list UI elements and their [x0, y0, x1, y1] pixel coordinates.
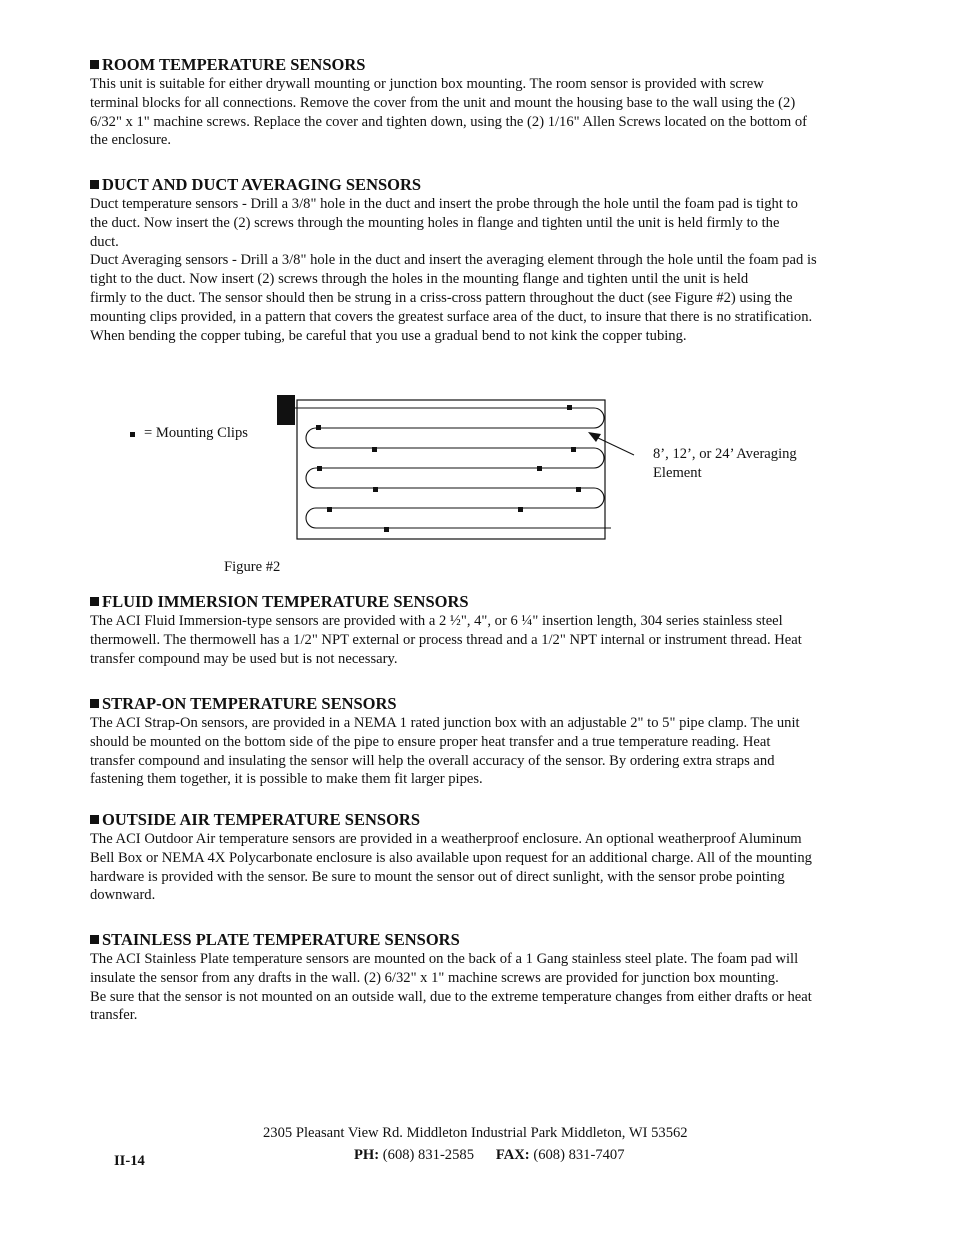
mounting-clip: [373, 487, 378, 492]
body-line: fastening them together, it is possible to make them fit larger pipes.: [90, 771, 483, 788]
mounting-clip: [518, 507, 523, 512]
mounting-clip: [316, 425, 321, 430]
body-line: transfer compound and insulating the sensor will help the overall accuracy of the sensor. By ordering extra straps and: [90, 752, 775, 769]
section-heading: STRAP-ON TEMPERATURE SENSORS: [90, 694, 870, 714]
body-line: Duct temperature sensors - Drill a 3/8" hole in the duct and insert the probe through the hole until the foam pad is tight to: [90, 196, 798, 212]
footer-address: 2305 Pleasant View Rd. Middleton Industrial Park Middleton, WI 53562: [263, 1125, 688, 1141]
body-line: mounting clips provided, in a pattern that covers the greatest surface area of the duct, to insure that there is no stratification.: [90, 308, 813, 325]
section-body: [90, 195, 870, 345]
body-line: Be sure that the sensor is not mounted on an outside wall, due to the extreme temperature changes from either drafts or heat: [90, 988, 812, 1005]
body-line: should be mounted on the bottom side of the pipe to ensure proper heat transfer and a true temperature reading. Heat: [90, 733, 771, 750]
bullet-square-icon: [90, 815, 99, 824]
section-duct-averaging-sensors: [90, 175, 870, 345]
mounting-clip: [576, 487, 581, 492]
section-heading: OUTSIDE AIR TEMPERATURE SENSORS: [90, 810, 870, 830]
sensor-housing: [277, 395, 295, 425]
body-line: transfer.: [90, 1007, 138, 1024]
legend-clip-icon: [130, 432, 135, 437]
body-line: The ACI Strap-On sensors, are provided in a NEMA 1 rated junction box with an adjustable 2" to 5" pipe clamp. The unit: [90, 715, 800, 731]
body-line: the duct. Now insert the (2) screws through the mounting holes in flange and tighten until the unit is held firmly to the: [90, 214, 780, 231]
body-line: The ACI Fluid Immersion-type sensors are provided with a 2 ½", 4", or 6 ¼" insertion length, 304 series stainless steel: [90, 613, 783, 629]
body-line: Duct Averaging sensors - Drill a 3/8" hole in the duct and insert the averaging element through the hole until the foam pad is: [90, 252, 817, 269]
fax-number: (608) 831-7407: [533, 1147, 625, 1163]
section-heading: STAINLESS PLATE TEMPERATURE SENSORS: [90, 930, 870, 950]
mounting-clip: [384, 527, 389, 532]
figure-caption: Figure #2: [224, 559, 281, 575]
body-line: tight to the duct. Now insert (2) screws through the holes in the mounting flange and tighten until the unit is held: [90, 271, 749, 288]
body-line: transfer compound may be used but is not necessary.: [90, 650, 398, 667]
bullet-square-icon: [90, 60, 99, 69]
bullet-square-icon: [90, 935, 99, 944]
body-line: This unit is suitable for either drywall mounting or junction box mounting. The room sensor is provided with screw: [90, 76, 764, 92]
body-line: downward.: [90, 887, 156, 904]
section-outside-air-sensors: [90, 810, 870, 905]
body-line: hardware is provided with the sensor. Be sure to mount the sensor out of direct sunlight, with the sensor probe pointing: [90, 868, 785, 885]
mounting-clip: [327, 507, 332, 512]
body-line: 6/32" x 1" machine screws. Replace the cover and tighten down, using the (2) 1/16" Allen Screws located on the bottom of: [90, 113, 807, 130]
section-room-temperature-sensors: [90, 55, 870, 150]
body-line: insulate the sensor from any drafts in the wall. (2) 6/32" x 1" machine screws are provided for junction box mounting.: [90, 969, 779, 986]
body-line: The ACI Stainless Plate temperature sensors are mounted on the back of a 1 Gang stainless steel plate. The foam pad will: [90, 951, 799, 967]
mounting-clip: [372, 447, 377, 452]
element-label: 8’, 12’, or 24’ Averaging: [653, 446, 797, 462]
fax-label: FAX:: [495, 1147, 530, 1163]
page-number: II-14: [114, 1153, 145, 1169]
mounting-clip: [567, 405, 572, 410]
section-body: [90, 830, 870, 905]
body-line: The ACI Outdoor Air temperature sensors are provided in a weatherproof enclosure. An optional weatherproof Aluminum: [90, 831, 802, 847]
body-line: the enclosure.: [90, 132, 172, 149]
element-label: Element: [653, 465, 702, 481]
bullet-square-icon: [90, 597, 99, 606]
section-body: [90, 714, 870, 789]
footer-contact: [354, 1147, 625, 1164]
body-line: duct.: [90, 233, 119, 250]
section-strap-on-sensors: [90, 694, 870, 789]
bullet-square-icon: [90, 699, 99, 708]
legend-label: = Mounting Clips: [144, 425, 248, 441]
mounting-clip: [571, 447, 576, 452]
section-body: [90, 950, 870, 1025]
mounting-clip: [537, 466, 542, 471]
section-heading: DUCT AND DUCT AVERAGING SENSORS: [90, 175, 870, 195]
body-line: Bell Box or NEMA 4X Polycarbonate enclosure is also available upon request for an additional charge. All of the mounting: [90, 849, 812, 866]
averaging-element-tubing: [295, 408, 611, 528]
duct-outline: [297, 400, 605, 539]
leader-line: [596, 437, 634, 455]
phone-label: PH:: [354, 1147, 380, 1163]
section-stainless-plate-sensors: [90, 930, 870, 1025]
body-line: thermowell. The thermowell has a 1/2" NPT external or process thread and a 1/2" NPT internal or instrument thread. Heat: [90, 631, 802, 648]
section-body: [90, 75, 870, 150]
section-body: [90, 612, 870, 668]
section-fluid-immersion-sensors: [90, 592, 870, 668]
body-line: When bending the copper tubing, be careful that you use a gradual bend to not kink the copper tubing.: [90, 327, 687, 344]
body-line: terminal blocks for all connections. Remove the cover from the unit and mount the housing base to the wall using the (2): [90, 94, 796, 111]
section-heading: FLUID IMMERSION TEMPERATURE SENSORS: [90, 592, 870, 612]
body-line: firmly to the duct. The sensor should then be strung in a criss-cross pattern throughout the duct (see Figure #2) using the: [90, 289, 793, 306]
section-heading: ROOM TEMPERATURE SENSORS: [90, 55, 870, 75]
arrowhead-icon: [588, 432, 601, 442]
phone-number: (608) 831-2585: [382, 1147, 474, 1163]
bullet-square-icon: [90, 180, 99, 189]
mounting-clip: [317, 466, 322, 471]
